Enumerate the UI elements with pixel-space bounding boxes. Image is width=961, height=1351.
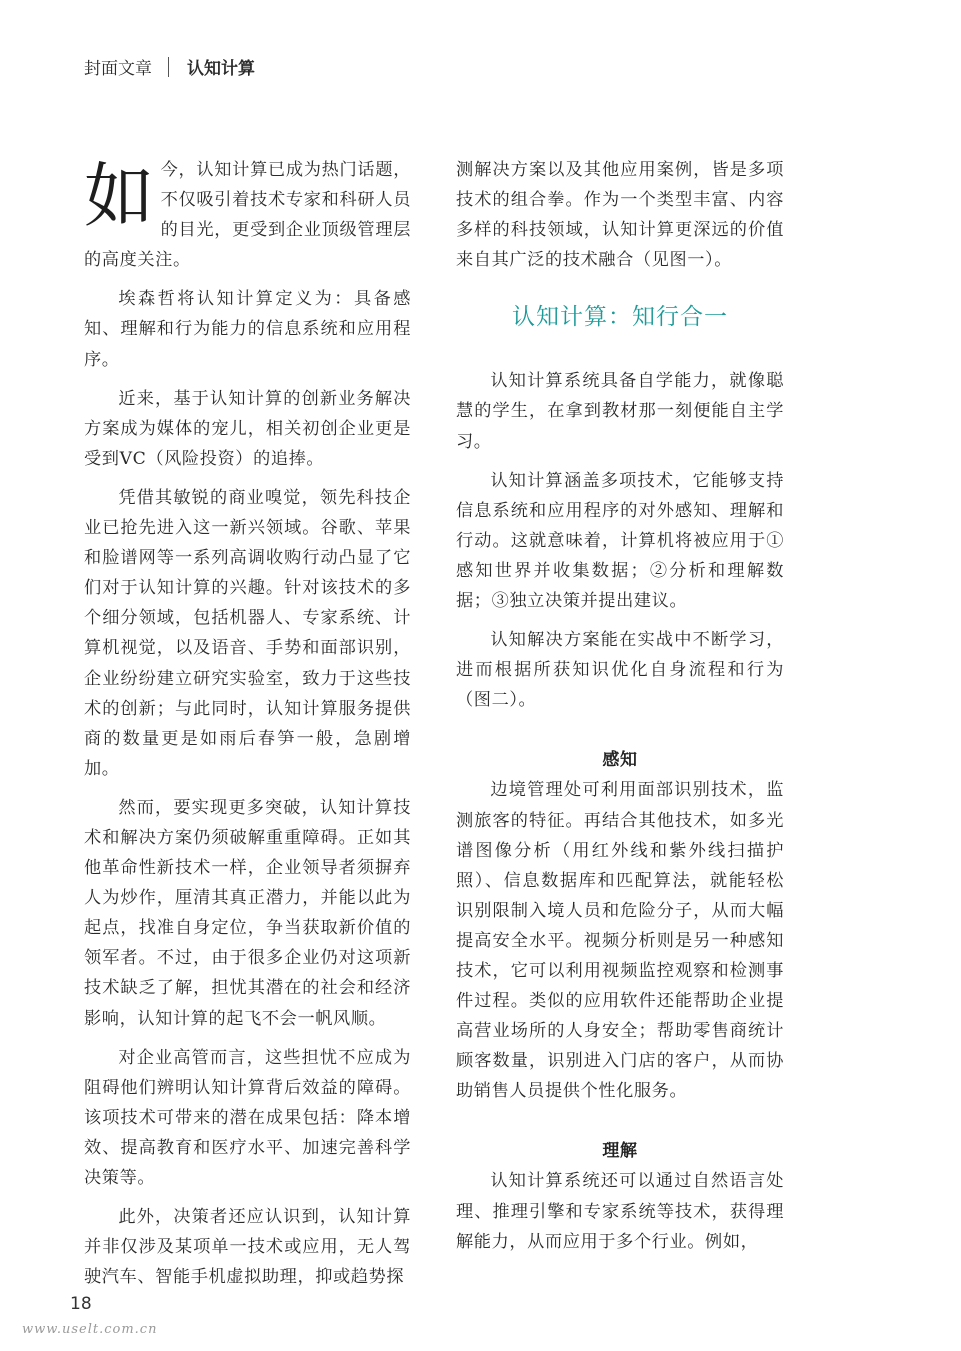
intro-text: 今，认知计算已成为热门话题，不仅吸引着技术专家和科研人员的目光，更受到企业顶级管理层的高度关注。 <box>84 160 411 271</box>
body-paragraph: 此外，决策者还应认识到，认知计算并非仅涉及某项单一技术或应用，无人驾驶汽车、智能手机虚拟助理，抑或趋势探 <box>84 1207 411 1288</box>
page-number: 18 <box>70 1294 92 1314</box>
header-topic: 认知计算 <box>187 59 255 79</box>
body-paragraph: 对企业高管而言，这些担忧不应成为阻碍他们辨明认知计算背后效益的障碍。该项技术可带来的潜在成果包括：降本增效、提高教育和医疗水平、加速完善科学决策等。 <box>84 1047 411 1188</box>
body-paragraph: 认知解决方案能在实战中不断学习，进而根据所获知识优化自身流程和行为（图二）。 <box>456 630 784 711</box>
body-paragraph: 凭借其敏锐的商业嗅觉，领先科技企业已抢先进入这一新兴领域。谷歌、苹果和脸谱网等一系列高调收购行动凸显了它们对于认知计算的兴趣。针对该技术的多个细分领域，包括机器人、专家系统、计算机视觉，以及语音、手势和面部识别，企业纷纷建立研究实验室，致力于这些技术的创新；与此同时，认知计算服务提供商的数量更是如雨后春笋一般，急剧增加。 <box>84 487 411 779</box>
header-divider <box>168 57 169 77</box>
left-column <box>84 155 411 1292</box>
header-section: 封面文章 <box>84 59 152 79</box>
intro-paragraph <box>84 155 411 275</box>
right-column <box>456 155 784 1257</box>
body-paragraph: 认知计算系统具备自学能力，就像聪慧的学生，在拿到教材那一刻便能自主学习。 <box>456 371 784 452</box>
drop-cap: 如 <box>84 155 155 237</box>
body-paragraph: 边境管理处可利用面部识别技术，监测旅客的特征。再结合其他技术，如多光谱图像分析（用红外线和紫外线扫描护照）、信息数据库和匹配算法，就能轻松识别限制入境人员和危险分子，从而大幅提高安全水平。视频分析则是另一种感知技术，它可以利用视频监控观察和检测事件过程。类似的应用软件还能帮助企业提高营业场所的人身安全；帮助零售商统计顾客数量，识别进入门店的客户，从而协助销售人员提供个性化服务。 <box>456 780 784 1102</box>
body-paragraph: 认知计算涵盖多项技术，它能够支持信息系统和应用程序的对外感知、理解和行动。这就意味着，计算机将被应用于①感知世界并收集数据；②分析和理解数据；③独立决策并提出建议。 <box>456 470 784 612</box>
section-title: 认知计算：知行合一 <box>512 304 728 331</box>
body-paragraph: 近来，基于认知计算的创新业务解决方案成为媒体的宠儿，相关初创企业更是受到VC（风险投资）的追捧。 <box>84 388 411 469</box>
body-paragraph: 认知计算系统还可以通过自然语言处理、推理引擎和专家系统等技术，获得理解能力，从而应用于多个行业。例如， <box>456 1171 784 1252</box>
running-header <box>84 54 255 79</box>
continued-paragraph: 测解决方案以及其他应用案例，皆是多项技术的组合拳。作为一个类型丰富、内容多样的科技领域，认知计算更深远的价值来自其广泛的技术融合（见图一）。 <box>456 160 784 271</box>
subheading-understanding: 理解 <box>602 1141 638 1162</box>
subheading-perception: 感知 <box>602 750 638 771</box>
body-paragraph: 埃森哲将认知计算定义为：具备感知、理解和行为能力的信息系统和应用程序。 <box>84 289 411 370</box>
body-paragraph: 然而，要实现更多突破，认知计算技术和解决方案仍须破解重重障碍。正如其他革命性新技术一样，企业领导者须摒弃人为炒作，厘清其真正潜力，并能以此为起点，找准自身定位，争当获取新价值的领军者。不过，由于很多企业仍对这项新技术缺乏了解，担忧其潜在的社会和经济影响，认知计算的起飞不会一帆风顺。 <box>84 797 411 1029</box>
watermark: www.uselt.com.cn <box>22 1322 158 1337</box>
